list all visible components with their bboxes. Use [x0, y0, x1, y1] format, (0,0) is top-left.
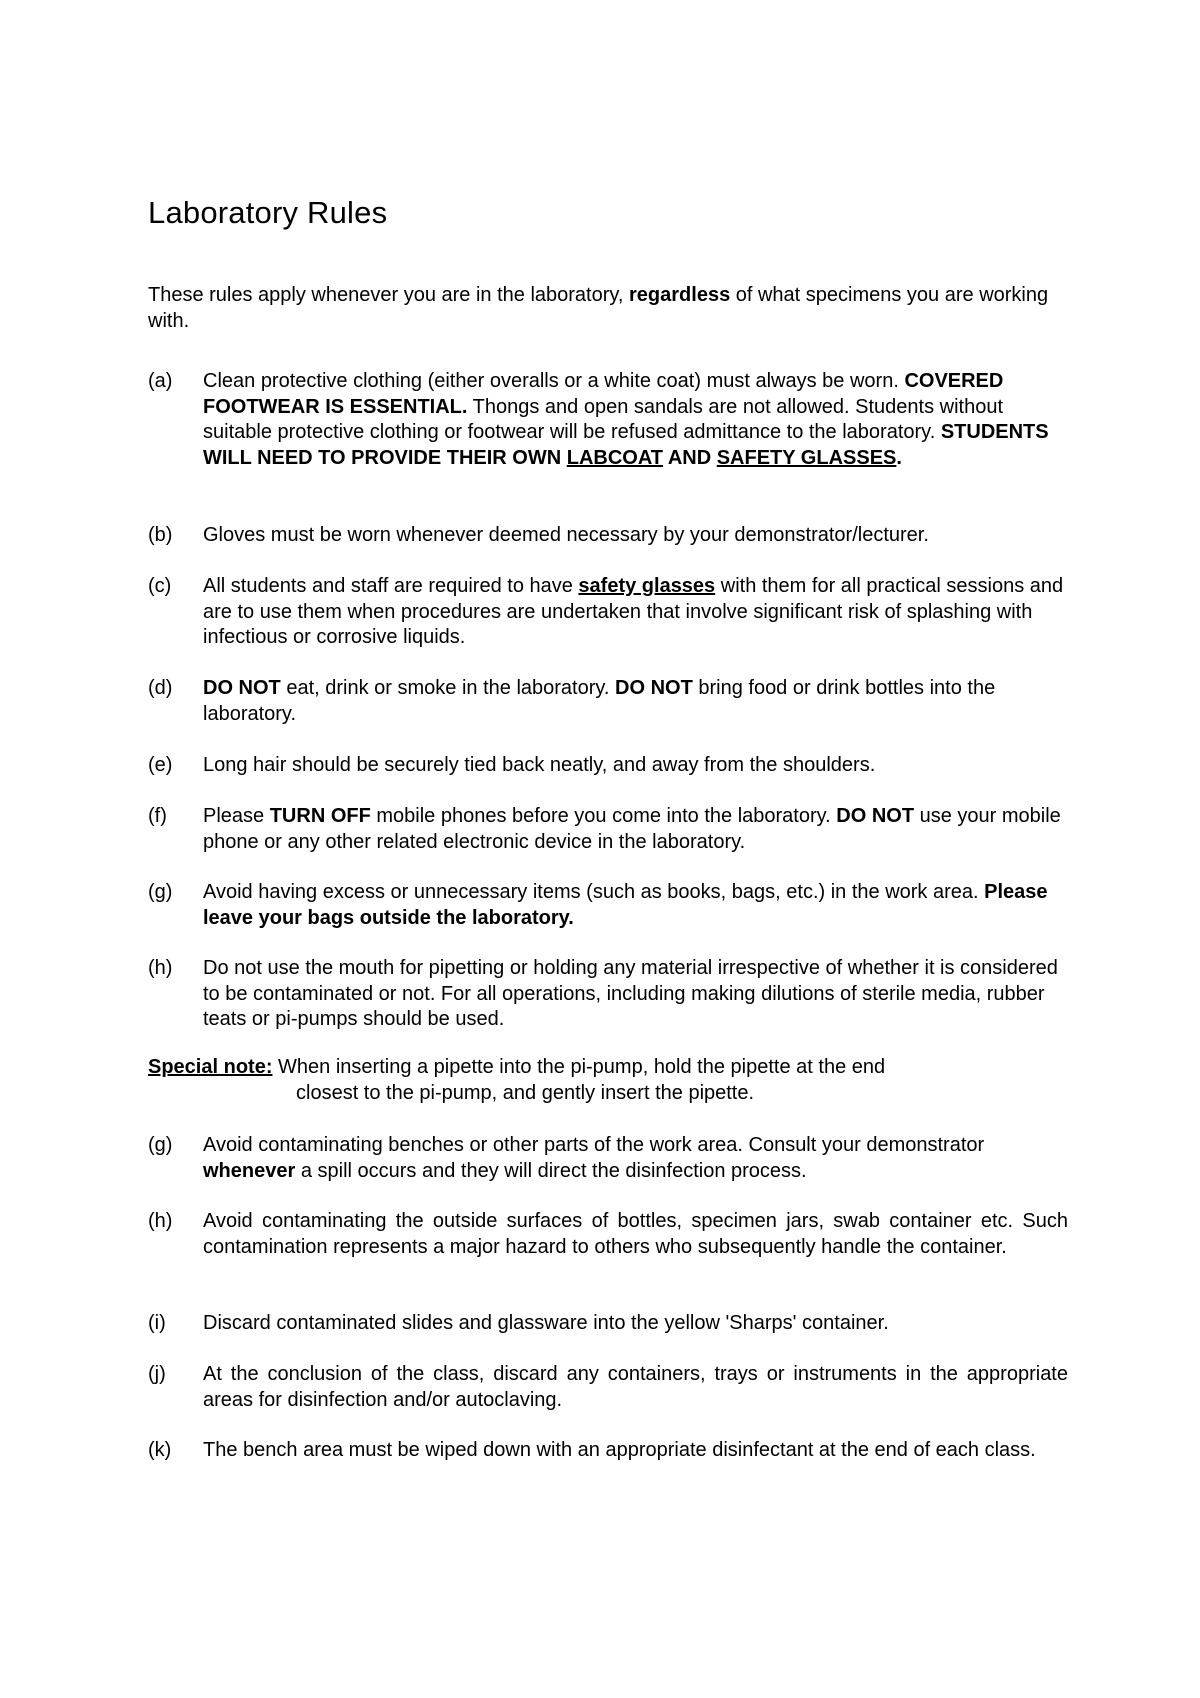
- rule-label: (c): [148, 575, 172, 597]
- rule-label: (g): [148, 1134, 173, 1156]
- rule-item-g-second: [148, 1133, 1068, 1184]
- rule-item-b: [148, 523, 1068, 549]
- intro-text-end: of what specimens you are working with.: [148, 284, 1049, 332]
- rule-label: (k): [148, 1439, 172, 1461]
- intro-text: These rules apply whenever you are in the laboratory,: [148, 284, 630, 306]
- rule-label: (f): [148, 805, 167, 827]
- special-note: [148, 1054, 1068, 1106]
- rule-text-part: Avoid contaminating benches or other parts of the work area. Consult your demonstrator: [203, 1134, 985, 1156]
- safety-glasses-emphasis: safety glasses: [578, 575, 716, 597]
- rule-item-k: [148, 1438, 1068, 1464]
- rule-item-d: [148, 676, 1068, 727]
- rule-label: (h): [148, 957, 173, 979]
- rule-item-h-second: [148, 1209, 1068, 1260]
- rule-text-part: with them for all practical sessions and are to use them when procedures are undertaken that involve significant risk of splashing with infectious or corrosive liquids.: [203, 575, 1064, 648]
- rule-emphasis: COVERED FOOTWEAR IS ESSENTIAL.: [203, 370, 1004, 418]
- rule-item-g: [148, 880, 1068, 931]
- rule-text-part: Clean protective clothing (either overalls or a white coat) must always be worn.: [203, 370, 905, 392]
- rule-text: [203, 880, 1068, 931]
- rule-text: [203, 676, 1068, 727]
- rule-item-h: [148, 956, 1068, 1033]
- safety-glasses-emphasis: SAFETY GLASSES: [716, 446, 897, 469]
- rule-text: Discard contaminated slides and glassware into the yellow 'Sharps' container.: [203, 1312, 889, 1334]
- rule-item-f: [148, 804, 1068, 855]
- special-note-text: When inserting a pipette into the pi-pump, hold the pipette at the end: [272, 1056, 886, 1078]
- rule-item-a: [148, 369, 1068, 471]
- labcoat-emphasis: LABCOAT: [566, 446, 664, 469]
- special-note-text-continued: closest to the pi-pump, and gently insert the pipette.: [296, 1082, 755, 1104]
- intro-emphasis: regardless: [629, 284, 731, 306]
- rule-label: (h): [148, 1210, 173, 1232]
- rule-text: The bench area must be wiped down with an appropriate disinfectant at the end of each class.: [203, 1439, 1036, 1461]
- rule-label: (e): [148, 754, 173, 776]
- rule-text: [203, 1133, 1068, 1184]
- special-note-heading: Special note:: [148, 1056, 273, 1078]
- rule-text: Avoid contaminating the outside surfaces of bottles, specimen jars, swab container etc. Such contamination represents a major hazard to others who subsequently handle the container.: [203, 1210, 1068, 1258]
- page-title: Laboratory Rules: [148, 195, 388, 230]
- rule-text-part: Thongs and open sandals are not allowed. Students without suitable protective clothing or footwear will be refused admittance to the laboratory.: [203, 395, 1004, 443]
- rule-text: Long hair should be securely tied back neatly, and away from the shoulders.: [203, 754, 876, 776]
- rule-label: (d): [148, 677, 173, 699]
- rule-emphasis: STUDENTS WILL NEED TO PROVIDE THEIR OWN: [203, 421, 1049, 469]
- rule-emphasis: AND: [663, 446, 717, 469]
- rule-emphasis: .: [896, 446, 902, 469]
- rule-emphasis: DO NOT: [836, 805, 915, 827]
- rule-label: (a): [148, 370, 173, 392]
- rule-label: (b): [148, 524, 173, 546]
- rule-text: Gloves must be worn whenever deemed necessary by your demonstrator/lecturer.: [203, 524, 929, 546]
- rule-label: (g): [148, 881, 173, 903]
- rule-text-part: All students and staff are required to have: [203, 575, 579, 597]
- rule-emphasis: DO NOT: [203, 677, 281, 699]
- rule-emphasis: Please leave your bags outside the laboratory.: [203, 881, 1048, 929]
- rule-item-c: [148, 574, 1068, 651]
- rule-item-j: [148, 1362, 1068, 1413]
- rule-text-part: a spill occurs and they will direct the disinfection process.: [295, 1159, 807, 1182]
- rule-text-part: use your mobile phone or any other related electronic device in the laboratory.: [203, 805, 1061, 853]
- rule-text-part: Please: [203, 805, 270, 827]
- rule-emphasis: TURN OFF: [269, 805, 371, 827]
- rule-emphasis: whenever: [203, 1159, 296, 1182]
- rule-label: (j): [148, 1363, 166, 1385]
- rule-label: (i): [148, 1312, 166, 1334]
- rule-text-part: Avoid having excess or unnecessary items (such as books, bags, etc.) in the work area.: [203, 881, 985, 903]
- rule-text-part: eat, drink or smoke in the laboratory.: [280, 677, 616, 699]
- intro-paragraph: [148, 282, 1068, 334]
- rule-text: At the conclusion of the class, discard any containers, trays or instruments in the appropriate areas for disinfection and/or autoclaving.: [203, 1363, 1068, 1411]
- rule-emphasis: DO NOT: [615, 677, 693, 699]
- rule-text: Do not use the mouth for pipetting or holding any material irrespective of whether it is considered to be contaminated or not. For all operations, including making dilutions of sterile media, rubber teats or pi-pumps should be used.: [203, 957, 1058, 1030]
- rule-text: [203, 804, 1068, 855]
- rule-item-i: [148, 1311, 1068, 1337]
- rule-text-part: bring food or drink bottles into the laboratory.: [203, 677, 996, 725]
- rule-text: [203, 574, 1068, 651]
- rule-text-part: mobile phones before you come into the laboratory.: [370, 805, 837, 827]
- rule-item-e: [148, 753, 1068, 779]
- rule-text: [203, 369, 1068, 471]
